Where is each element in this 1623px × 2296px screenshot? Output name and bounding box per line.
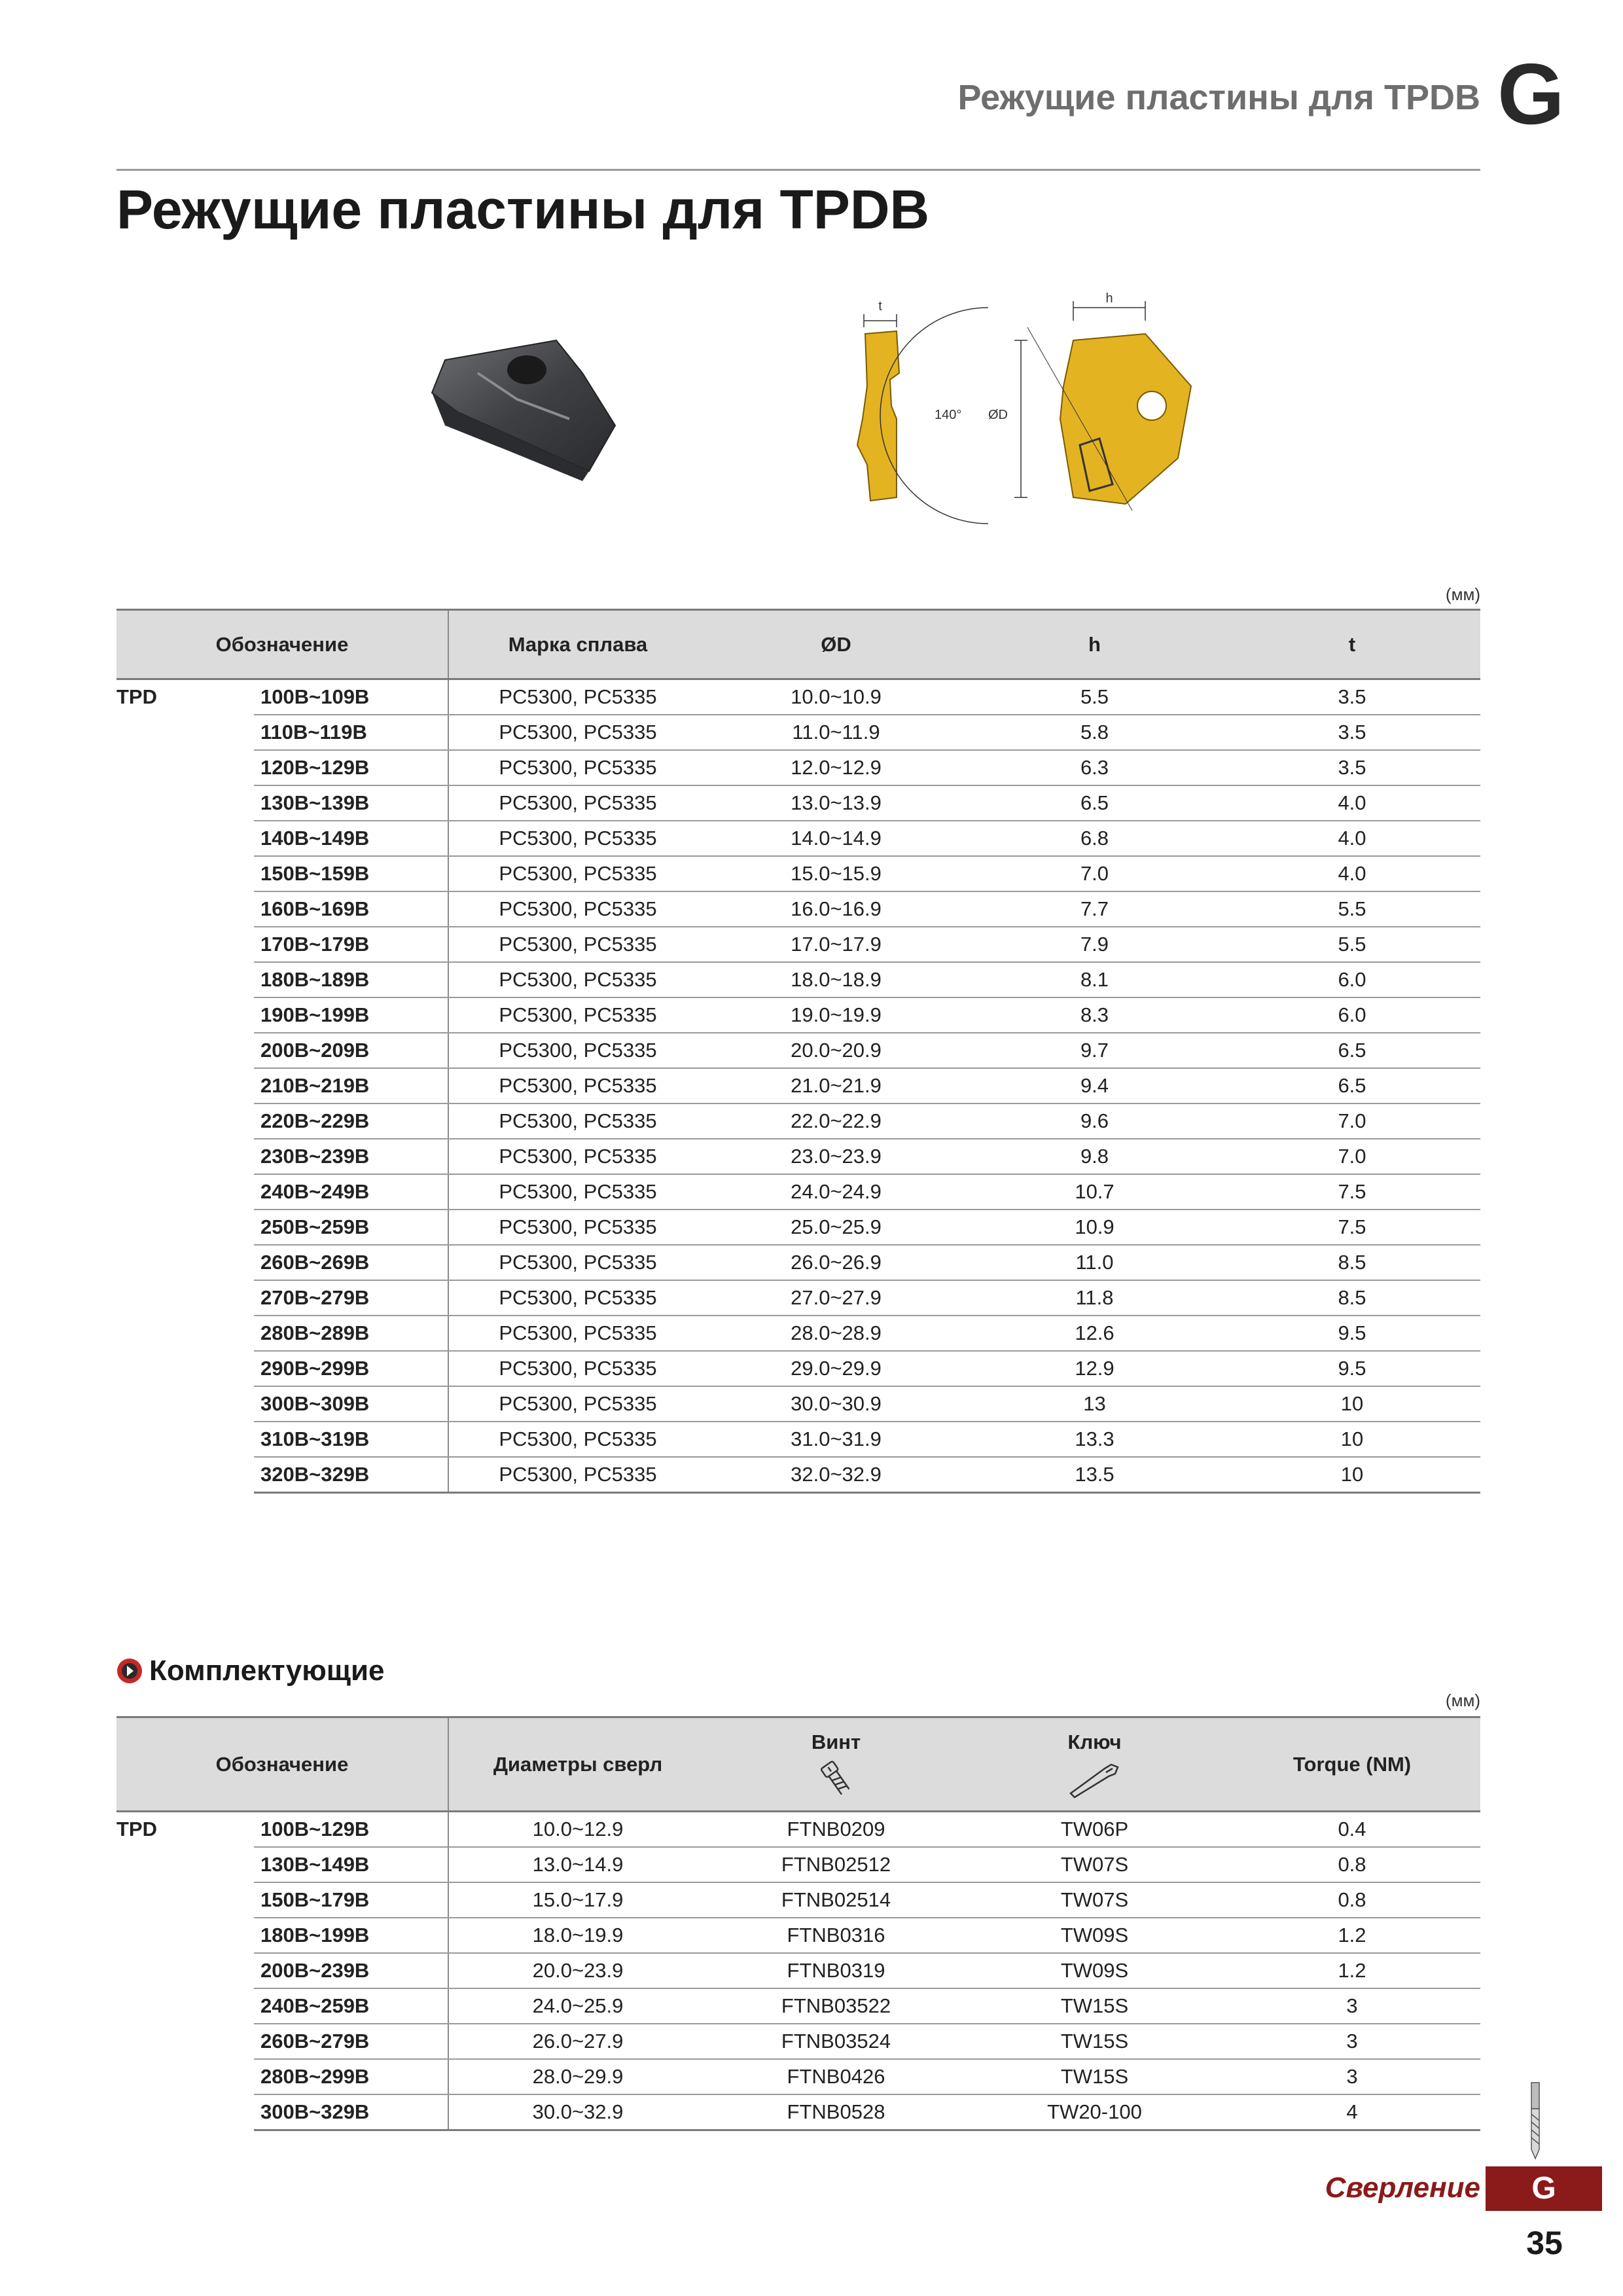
- table-row: [116, 1386, 1480, 1422]
- cell-key: TW06P: [965, 1812, 1224, 1848]
- table-header-row: [116, 610, 1480, 679]
- footer-section: Сверление: [1325, 2172, 1480, 2204]
- table-row: [116, 1103, 1480, 1139]
- cell-code: 230B~239B: [254, 1139, 448, 1174]
- table-row: [116, 1245, 1480, 1280]
- table-row: [116, 2059, 1480, 2094]
- cell-d: 11.0~11.9: [707, 715, 965, 750]
- cell-h: 13.5: [965, 1457, 1224, 1493]
- cell-diameters: 13.0~14.9: [448, 1847, 707, 1882]
- cell-key: TW09S: [965, 1953, 1224, 1988]
- cell-d: 24.0~24.9: [707, 1174, 965, 1210]
- dim-h-label: h: [1105, 291, 1113, 306]
- cell-grade: PC5300, PC5335: [448, 962, 707, 997]
- cell-t: 5.5: [1224, 891, 1480, 927]
- cell-t: 3.5: [1224, 750, 1480, 785]
- cell-d: 10.0~10.9: [707, 679, 965, 715]
- cell-d: 15.0~15.9: [707, 856, 965, 891]
- cell-t: 4.0: [1224, 785, 1480, 821]
- table-row: [116, 1068, 1480, 1103]
- cell-d: 19.0~19.9: [707, 997, 965, 1033]
- cell-t: 6.0: [1224, 997, 1480, 1033]
- cell-key: TW07S: [965, 1882, 1224, 1918]
- cell-grade: PC5300, PC5335: [448, 715, 707, 750]
- cell-h: 5.8: [965, 715, 1224, 750]
- cell-d: 14.0~14.9: [707, 821, 965, 856]
- cell-screw: FTNB03522: [707, 1988, 965, 2024]
- table-row: [116, 1988, 1480, 2024]
- table-row: [116, 997, 1480, 1033]
- table-row: [116, 1316, 1480, 1351]
- cell-code: 280B~299B: [254, 2059, 448, 2094]
- cell-h: 9.6: [965, 1103, 1224, 1139]
- col-key-label: Ключ: [1067, 1730, 1122, 1753]
- cell-code: 120B~129B: [254, 750, 448, 785]
- cell-t: 4.0: [1224, 821, 1480, 856]
- cell-t: 6.5: [1224, 1068, 1480, 1103]
- cell-grade: PC5300, PC5335: [448, 1103, 707, 1139]
- cell-h: 12.6: [965, 1316, 1224, 1351]
- cell-diameters: 28.0~29.9: [448, 2059, 707, 2094]
- inserts-unit: (мм): [1445, 584, 1480, 604]
- col-key: [965, 1717, 1224, 1812]
- col-grade: Марка сплава: [448, 610, 707, 679]
- col-torque: Torque (NM): [1224, 1717, 1480, 1812]
- cell-code: 260B~279B: [254, 2024, 448, 2059]
- cell-code: 240B~259B: [254, 1988, 448, 2024]
- cell-t: 5.5: [1224, 927, 1480, 962]
- table-row: [116, 1882, 1480, 1918]
- cell-h: 9.7: [965, 1033, 1224, 1068]
- cell-code: 310B~319B: [254, 1422, 448, 1457]
- cell-grade: PC5300, PC5335: [448, 1174, 707, 1210]
- cell-diameters: 26.0~27.9: [448, 2024, 707, 2059]
- accessories-title: Комплектующие: [149, 1655, 385, 1687]
- cell-h: 5.5: [965, 679, 1224, 715]
- table-row: [116, 1280, 1480, 1316]
- cell-h: 6.8: [965, 821, 1224, 856]
- cell-t: 10: [1224, 1422, 1480, 1457]
- cell-diameters: 24.0~25.9: [448, 1988, 707, 2024]
- page-title: Режущие пластины для TPDB: [116, 179, 930, 240]
- cell-code: 110B~119B: [254, 715, 448, 750]
- cell-code: 130B~139B: [254, 785, 448, 821]
- cell-h: 12.9: [965, 1351, 1224, 1386]
- cell-code: 140B~149B: [254, 821, 448, 856]
- cell-h: 6.3: [965, 750, 1224, 785]
- cell-code: 220B~229B: [254, 1103, 448, 1139]
- cell-t: 7.5: [1224, 1210, 1480, 1245]
- cell-grade: PC5300, PC5335: [448, 1139, 707, 1174]
- cell-code: 160B~169B: [254, 891, 448, 927]
- cell-code: 210B~219B: [254, 1068, 448, 1103]
- cell-h: 9.4: [965, 1068, 1224, 1103]
- cell-grade: PC5300, PC5335: [448, 997, 707, 1033]
- cell-h: 11.8: [965, 1280, 1224, 1316]
- cell-screw: FTNB0528: [707, 2094, 965, 2130]
- cell-screw: FTNB03524: [707, 2024, 965, 2059]
- cell-torque: 3: [1224, 1988, 1480, 2024]
- angle-label: 140°: [935, 408, 962, 422]
- cell-diameters: 10.0~12.9: [448, 1812, 707, 1848]
- cell-torque: 0.8: [1224, 1882, 1480, 1918]
- cell-code: 100B~129B: [254, 1812, 448, 1848]
- cell-t: 7.0: [1224, 1103, 1480, 1139]
- cell-h: 11.0: [965, 1245, 1224, 1280]
- cell-torque: 4: [1224, 2094, 1480, 2130]
- running-title: Режущие пластины для TPDB: [957, 78, 1480, 117]
- cell-t: 7.5: [1224, 1174, 1480, 1210]
- table-row: [116, 856, 1480, 891]
- series-label: TPD: [116, 685, 157, 708]
- cell-h: 7.9: [965, 927, 1224, 962]
- cell-code: 270B~279B: [254, 1280, 448, 1316]
- cell-code: 180B~199B: [254, 1918, 448, 1953]
- cell-t: 9.5: [1224, 1351, 1480, 1386]
- table-row: [116, 785, 1480, 821]
- cell-t: 4.0: [1224, 856, 1480, 891]
- page-number: 35: [1526, 2225, 1563, 2261]
- inserts-table: [116, 609, 1480, 1494]
- col-diameter: ØD: [707, 610, 965, 679]
- cell-t: 10: [1224, 1386, 1480, 1422]
- col-h: h: [965, 610, 1224, 679]
- cell-code: 300B~329B: [254, 2094, 448, 2130]
- accessories-heading: [116, 1655, 384, 1687]
- cell-h: 13.3: [965, 1422, 1224, 1457]
- cell-d: 26.0~26.9: [707, 1245, 965, 1280]
- col-designation: Обозначение: [116, 1717, 448, 1812]
- cell-d: 17.0~17.9: [707, 927, 965, 962]
- cell-diameters: 30.0~32.9: [448, 2094, 707, 2130]
- cell-grade: PC5300, PC5335: [448, 1210, 707, 1245]
- cell-torque: 3: [1224, 2024, 1480, 2059]
- accessories-table: [116, 1716, 1480, 2131]
- cell-code: 280B~289B: [254, 1316, 448, 1351]
- cell-code: 130B~149B: [254, 1847, 448, 1882]
- table-row: [116, 1139, 1480, 1174]
- cell-torque: 1.2: [1224, 1918, 1480, 1953]
- screw-icon: [813, 1759, 859, 1799]
- col-screw-label: Винт: [811, 1730, 861, 1753]
- cell-screw: FTNB0426: [707, 2059, 965, 2094]
- cell-h: 13: [965, 1386, 1224, 1422]
- cell-d: 27.0~27.9: [707, 1280, 965, 1316]
- diameter-label: ØD: [988, 408, 1008, 422]
- table-row: [116, 750, 1480, 785]
- table-row: [116, 1351, 1480, 1386]
- table-row: [116, 1210, 1480, 1245]
- cell-grade: PC5300, PC5335: [448, 1316, 707, 1351]
- cell-code: 170B~179B: [254, 927, 448, 962]
- cell-code: 200B~209B: [254, 1033, 448, 1068]
- table-row: [116, 1918, 1480, 1953]
- cell-torque: 0.8: [1224, 1847, 1480, 1882]
- col-diameters: Диаметры сверл: [448, 1717, 707, 1812]
- cell-code: 290B~299B: [254, 1351, 448, 1386]
- col-t: t: [1224, 610, 1480, 679]
- cell-screw: FTNB02512: [707, 1847, 965, 1882]
- cell-torque: 1.2: [1224, 1953, 1480, 1988]
- col-screw: [707, 1717, 965, 1812]
- cell-screw: FTNB0209: [707, 1812, 965, 1848]
- photo-insert: [419, 334, 641, 491]
- key-icon: [1065, 1759, 1124, 1799]
- cell-grade: PC5300, PC5335: [448, 1457, 707, 1493]
- cell-t: 6.5: [1224, 1033, 1480, 1068]
- cell-key: TW15S: [965, 2024, 1224, 2059]
- accessories-unit: (мм): [1445, 1691, 1480, 1710]
- table-row: [116, 821, 1480, 856]
- cell-d: 16.0~16.9: [707, 891, 965, 927]
- cell-d: 25.0~25.9: [707, 1210, 965, 1245]
- cell-grade: PC5300, PC5335: [448, 927, 707, 962]
- cell-diameters: 20.0~23.9: [448, 1953, 707, 1988]
- table-row: [116, 1457, 1480, 1493]
- cell-grade: PC5300, PC5335: [448, 1386, 707, 1422]
- cell-code: 250B~259B: [254, 1210, 448, 1245]
- cell-key: TW07S: [965, 1847, 1224, 1882]
- cell-code: 300B~309B: [254, 1386, 448, 1422]
- cell-h: 8.1: [965, 962, 1224, 997]
- table-row: [116, 2024, 1480, 2059]
- cell-grade: PC5300, PC5335: [448, 891, 707, 927]
- cell-h: 10.7: [965, 1174, 1224, 1210]
- cell-h: 7.0: [965, 856, 1224, 891]
- cell-h: 9.8: [965, 1139, 1224, 1174]
- cell-diameters: 18.0~19.9: [448, 1918, 707, 1953]
- cell-d: 12.0~12.9: [707, 750, 965, 785]
- cell-code: 320B~329B: [254, 1457, 448, 1493]
- table-row: [116, 927, 1480, 962]
- cell-grade: PC5300, PC5335: [448, 750, 707, 785]
- cell-t: 7.0: [1224, 1139, 1480, 1174]
- cell-key: TW20-100: [965, 2094, 1224, 2130]
- cell-code: 200B~239B: [254, 1953, 448, 1988]
- cell-d: 32.0~32.9: [707, 1457, 965, 1493]
- cell-d: 23.0~23.9: [707, 1139, 965, 1174]
- cell-code: 100B~109B: [254, 679, 448, 715]
- cell-d: 31.0~31.9: [707, 1422, 965, 1457]
- cell-key: TW15S: [965, 2059, 1224, 2094]
- table-row: [116, 1812, 1480, 1848]
- cell-d: 30.0~30.9: [707, 1386, 965, 1422]
- cell-t: 3.5: [1224, 679, 1480, 715]
- cell-t: 9.5: [1224, 1316, 1480, 1351]
- table-row: [116, 1847, 1480, 1882]
- cell-t: 8.5: [1224, 1245, 1480, 1280]
- cell-torque: 0.4: [1224, 1812, 1480, 1848]
- insert-diagram: [831, 288, 1250, 537]
- table-row: [116, 715, 1480, 750]
- cell-grade: PC5300, PC5335: [448, 785, 707, 821]
- cell-d: 28.0~28.9: [707, 1316, 965, 1351]
- cell-code: 260B~269B: [254, 1245, 448, 1280]
- series-label: TPD: [116, 1818, 157, 1840]
- section-letter: G: [1497, 46, 1565, 142]
- table-row: [116, 1033, 1480, 1068]
- cell-key: TW15S: [965, 1988, 1224, 2024]
- cell-h: 8.3: [965, 997, 1224, 1033]
- cell-screw: FTNB0316: [707, 1918, 965, 1953]
- cell-code: 180B~189B: [254, 962, 448, 997]
- table-row: [116, 1953, 1480, 1988]
- cell-grade: PC5300, PC5335: [448, 1351, 707, 1386]
- cell-code: 150B~179B: [254, 1882, 448, 1918]
- col-designation: Обозначение: [116, 610, 448, 679]
- footer-letter: G: [1486, 2166, 1602, 2211]
- cell-h: 10.9: [965, 1210, 1224, 1245]
- cell-grade: PC5300, PC5335: [448, 679, 707, 715]
- drill-icon: [1525, 2081, 1546, 2160]
- table-header-row: [116, 1717, 1480, 1812]
- cell-screw: FTNB02514: [707, 1882, 965, 1918]
- cell-d: 21.0~21.9: [707, 1068, 965, 1103]
- cell-h: 6.5: [965, 785, 1224, 821]
- table-row: [116, 891, 1480, 927]
- cell-t: 6.0: [1224, 962, 1480, 997]
- section-arrow-icon: [116, 1658, 143, 1684]
- cell-t: 3.5: [1224, 715, 1480, 750]
- cell-code: 150B~159B: [254, 856, 448, 891]
- table-row: [116, 1174, 1480, 1210]
- table-row: [116, 1422, 1480, 1457]
- cell-grade: PC5300, PC5335: [448, 1422, 707, 1457]
- cell-t: 10: [1224, 1457, 1480, 1493]
- table-row: [116, 679, 1480, 715]
- table-row: [116, 962, 1480, 997]
- dim-t-label: t: [878, 299, 882, 314]
- cell-diameters: 15.0~17.9: [448, 1882, 707, 1918]
- cell-d: 20.0~20.9: [707, 1033, 965, 1068]
- cell-key: TW09S: [965, 1918, 1224, 1953]
- cell-t: 8.5: [1224, 1280, 1480, 1316]
- cell-grade: PC5300, PC5335: [448, 1033, 707, 1068]
- cell-d: 13.0~13.9: [707, 785, 965, 821]
- cell-d: 22.0~22.9: [707, 1103, 965, 1139]
- cell-screw: FTNB0319: [707, 1953, 965, 1988]
- cell-d: 18.0~18.9: [707, 962, 965, 997]
- cell-d: 29.0~29.9: [707, 1351, 965, 1386]
- cell-grade: PC5300, PC5335: [448, 1280, 707, 1316]
- cell-grade: PC5300, PC5335: [448, 1068, 707, 1103]
- table-row: [116, 2094, 1480, 2130]
- cell-grade: PC5300, PC5335: [448, 821, 707, 856]
- cell-code: 190B~199B: [254, 997, 448, 1033]
- cell-grade: PC5300, PC5335: [448, 1245, 707, 1280]
- cell-h: 7.7: [965, 891, 1224, 927]
- header-rule: [116, 169, 1480, 171]
- cell-grade: PC5300, PC5335: [448, 856, 707, 891]
- cell-code: 240B~249B: [254, 1174, 448, 1210]
- cell-torque: 3: [1224, 2059, 1480, 2094]
